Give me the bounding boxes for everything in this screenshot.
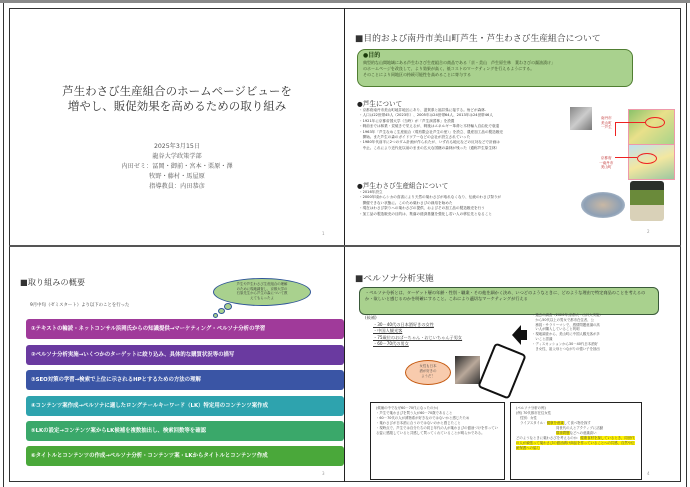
example-title: (ペルソナ分析の例) <box>516 406 546 410</box>
list-item: ・2000年頃からシカの食害により天然の葉わさびが取れなくなり、伝統のわさび祭りが <box>359 195 502 200</box>
list-item: 開催できない状態に。このため葉わさびの栽培を始めた <box>359 200 453 205</box>
thought-bubble-dot <box>213 313 218 318</box>
union-list <box>359 190 501 217</box>
list-item: 中止。これにより近代化以前のままの広大な国籍の森林が残った（通称芦生原生林） <box>359 145 500 150</box>
slide-overview[interactable] <box>10 247 344 481</box>
list-item: ・戦前までは林業・炭焼きで栄えるが、戦後はエネルギー革命と木材輸入自由化で衰退 <box>359 124 500 129</box>
persona-example-box <box>510 402 642 480</box>
list-item: ・2016年設立 <box>359 190 383 194</box>
example-lifestyle: ライフスタイル：健康を意識して食べ物を探す <box>520 421 591 425</box>
forest-photo <box>570 107 592 130</box>
list-item: ・30－40代の日本酒好きの女性 <box>373 322 434 327</box>
candidates-title: (候補) <box>365 315 377 320</box>
members-line-2: 牧野・藤村・馬屋原 <box>149 173 205 180</box>
page-number: 3 <box>322 471 325 476</box>
persona-photo <box>455 356 480 384</box>
persona-definition-box: ・ペルソナ分析とは、ターゲット層の年齢・性別・職業・その他を細かく決め、いつどのようなときに、どのような理由で特定商品のことを考えるのか・欲しいと感じるのかを明確にすること。これにより適切なマーケティングが行える <box>359 287 659 315</box>
example-lifestyle-3: 環境問題などへの意識高い <box>556 431 597 435</box>
thought-cloud: 芦生や芦生わさび生産組合の理解 のために現地調査し、京都大学の 石原先生から芦生の森について教 えてもらったよ <box>213 278 311 306</box>
map-highlight-ring <box>645 117 665 128</box>
map-connector-line <box>615 157 637 158</box>
purpose-line: のホームページを改良して、より効果が高く、低コストのマーケティングを行えるようにする。 <box>363 66 535 71</box>
slide-heading: ■取り組みの概要 <box>20 277 86 287</box>
example-when: どのようなときに葉わさびを考えるのか：健康食材を探しているとき、同世代の人が頑張って葉わさびの醤油漬け商品を作っていることへの共感、自然や伝統保護への協力 <box>516 436 635 450</box>
overview-intro: 9月中旬（ゼミスタート）より以下のことを行った <box>30 303 130 308</box>
list-item: ・現在はわさび祭りへの葉わさびの提供、およびその加工品の製造販売を行う <box>359 206 485 211</box>
page-margin-right <box>686 3 690 487</box>
product-jar-photo <box>630 181 664 221</box>
list-item: ・中国人観光客 <box>373 328 403 334</box>
left-arrow-icon-body <box>521 330 527 340</box>
list-item: ・現時点で、芦生では自分たちの同じ年代の人が葉わさびの醤油づけを作っている姿に感服していると共感して買ってくれていることが明らかである。 <box>376 426 498 435</box>
group-photo <box>581 192 625 218</box>
list-item: ・60－70代の人が漬物系が好きなのではないかと感じたため <box>376 416 470 420</box>
list-item: ・1921年に京都帝国大学（当時）が「芦生演習林」を設置 <box>359 118 455 123</box>
ashiu-heading: ●芦生について <box>357 100 403 108</box>
members-line-1: 内田ゼミ：冨岡・御前・宮本・栗原・澤 <box>121 163 233 170</box>
page-number: 1 <box>322 231 325 236</box>
thought-bubble-dot <box>224 303 232 310</box>
why-box-title: (候補の中でなぜ60－70代になったのか) <box>376 406 439 410</box>
list-item: ・1980年代前半に2つのダム計画が作られたが、いずれも地元などの反対などで計画は <box>359 140 500 145</box>
list-item: ・60－70代の男女 <box>373 340 409 346</box>
persona-notes: ・過去の調査（2020年,京都大・山口大実施） から50代以上の男女で都市在住者、公 務員・サラリーマンで、感情問題意識の高 い人が購入していること判明 ・現地調査から、美山町に中国人観光客が多 いこと認識 ・ディスカッションから30－40代日本酒好 き女性、祖父母とつながりの強い子を抽出 <box>532 313 603 351</box>
step-2: ②ペルソナ分析実施→いくつかのターゲットに絞り込み、具体的な購買状況等の描写 <box>26 345 344 365</box>
purpose-line: そのことにより同地区の持続可能性を高めることに寄与する <box>363 72 471 77</box>
list-item: ・1963年「芦生なめこ生産組合（現有限会社芦生の里）」を設立、農産加工品の製造販売 <box>359 129 503 134</box>
left-arrow-icon <box>512 325 521 345</box>
map-highlight-ring <box>637 153 657 164</box>
map-connector-line <box>615 122 645 123</box>
university: 龍谷大学政策学部 <box>152 153 202 160</box>
step-4: ④コンテンツ案作成→ペルソナに適したロングテールキーワード（LK）特定用のコンテンツ案作成 <box>26 396 344 416</box>
speech-bubble: 女性も日本 酒が好きの ようだ！ <box>405 360 451 385</box>
page-margin-left <box>0 3 4 487</box>
map-label-bottom: 京都府 一南丹市 美山町 <box>599 156 614 170</box>
example-lifestyle-2: 同世代の人とアクティブに活動 <box>556 426 604 430</box>
smartphone-illustration <box>477 342 527 399</box>
slide-title[interactable] <box>10 9 344 245</box>
list-item: ・75歳位のおばーちゃん・おじいちゃん子男女 <box>373 334 463 340</box>
example-subtitle: (例) 70代都市在住女性 <box>516 411 552 415</box>
title-line-2: 増やし、販促効果を高めるための取り組み <box>67 99 287 113</box>
purpose-box <box>357 49 633 87</box>
list-item: ・芦生で葉わさびを買う人が60－70歳であること <box>376 411 453 415</box>
list-item: ・京都府南丹市美山町地井地区にあり、滋賀県と福井県に接する。殆どが森林. <box>359 108 486 112</box>
purpose-title: ●目的 <box>363 52 381 59</box>
slide-persona[interactable] <box>345 247 680 481</box>
presentation-title <box>10 84 344 114</box>
presentation-date: 2025年3月15日 <box>153 143 201 150</box>
list-item: ・加工品の製造販売の目的は、集落の経済基盤を強化し若い人の移住先となること <box>359 211 492 216</box>
ashiu-list <box>359 108 503 151</box>
map-connector-line <box>615 122 616 136</box>
slide-heading: ■ペルソナ分析実施 <box>355 274 434 284</box>
page-number: 2 <box>647 229 650 234</box>
purpose-line: 典型的な山間地域にある芦生わさび生産組合の商品である「京・美山 芦生原生林 葉わさびの醤油漬け」 <box>363 60 555 65</box>
step-6: ⑥タイトルとコンテンツの作成→ペルソナ分析・コンテンツ案・LKからタイトルとコンテンツ作成 <box>26 446 344 466</box>
example-gender: 性別：女性 <box>520 416 537 420</box>
map-label-top: 南丹市 美山町 一芦生 <box>601 116 612 130</box>
slide-purpose[interactable] <box>345 9 680 245</box>
union-heading: ●芦生わさび生産組合について <box>357 182 449 190</box>
list-item: ・人口は22世帯45人（2023年）、2005年は24世帯64人、2013年は24世帯46人 <box>359 113 493 118</box>
title-line-1: 芦生わさび生産組合のホームページビューを <box>62 84 292 98</box>
list-item: 開始。また芦生の森のガイドツアーなどの会社が設立されていった <box>359 135 471 140</box>
step-1: ①テキストの輪読・ネットコンサル浜岡氏からの知識提供→マーケティング・ペルソナ分析の学習 <box>26 319 344 339</box>
page-number: 4 <box>647 471 650 476</box>
why-box <box>370 402 505 480</box>
slide-heading: ■目的および南丹市美山町芦生・芦生わさび生産組合について <box>355 34 601 44</box>
candidates-list <box>373 322 462 347</box>
step-5: ⑤LKの設定→コンテンツ案からLK候補を複数抽出し、検索回数等を確認 <box>26 421 344 441</box>
advisor: 指導教員：内田恭彦 <box>149 183 205 190</box>
presentation-meta <box>10 142 344 192</box>
window-top-bar <box>0 0 690 3</box>
list-item: ・葉わさびが日本酒に合うのではないのかと感じたこと <box>376 421 461 425</box>
step-3: ③SEO対策の学習→検索で上位に示されるHPとするための方法の理解 <box>26 370 344 390</box>
thought-bubble-dot <box>218 308 225 314</box>
